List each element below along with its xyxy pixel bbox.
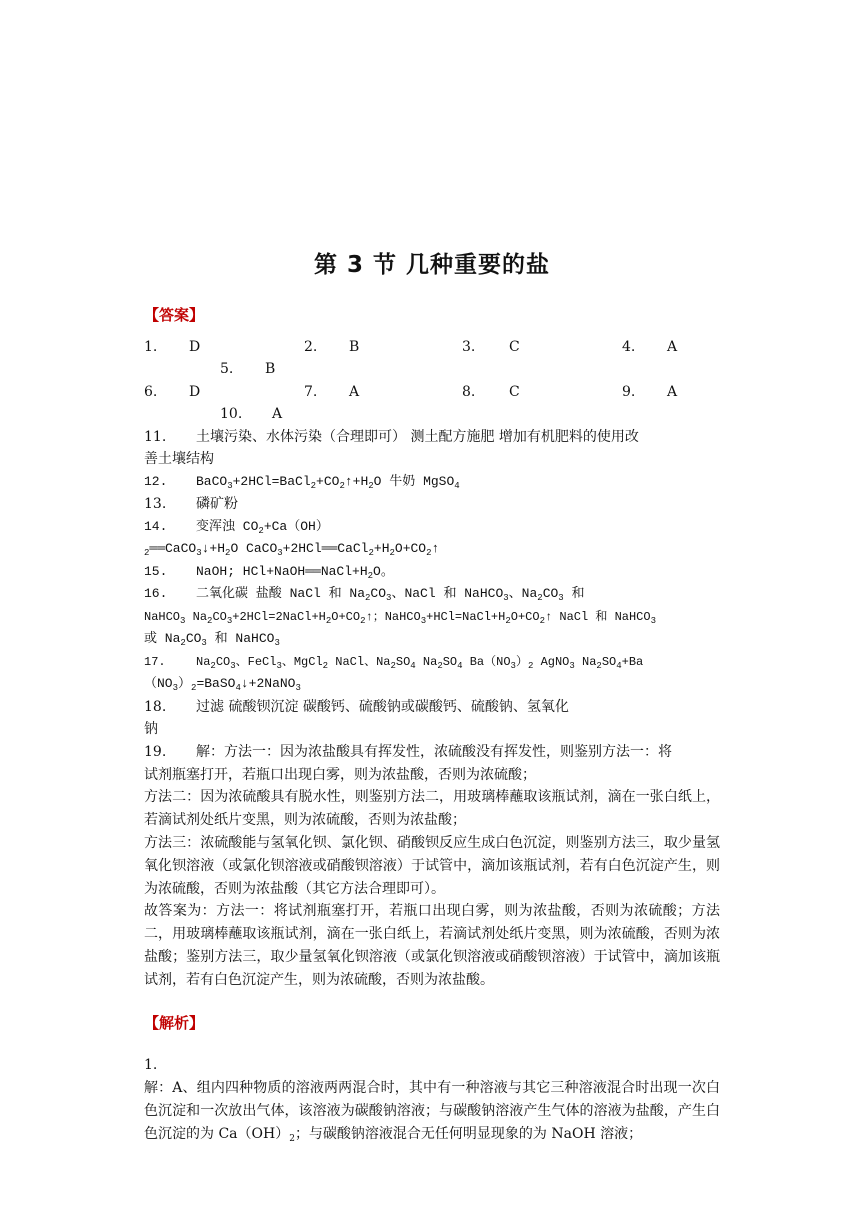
q-number: 17. — [144, 655, 166, 669]
q-number: 6. — [144, 384, 158, 400]
q-number: 9. — [622, 384, 636, 400]
answer-text-cont: 钠 — [144, 721, 158, 737]
answers-heading: 【答案】 — [144, 306, 205, 324]
answer-text: 土壤污染、水体污染（合理即可） 测土配方施肥 增加有机肥料的使用改 — [196, 429, 639, 445]
answer-value: B — [349, 339, 360, 355]
answer-value: D — [189, 384, 201, 400]
q-number: 14. — [144, 519, 168, 534]
answer-15: 15. NaOH; $HCl+NaOH══NaCl+H_2O$。 — [144, 564, 394, 581]
method-2-paragraph: 方法二：因为浓硫酸具有脱水性，则鉴别方法二，用玻璃棒蘸取该瓶试剂，滴在一张白纸上，若滴试剂处纸片变黑，则为浓硫酸，否则为浓盐酸； — [144, 789, 720, 828]
q-number: 2. — [304, 339, 318, 355]
q-number: 5. — [220, 361, 234, 377]
page-title: 第 3 节 几种重要的盐 — [313, 252, 551, 278]
final-answer-paragraph: 故答案为：方法一：将试剂瓶塞打开，若瓶口出现白雾，则为浓盐酸，否则为浓硫酸；方法二，用玻璃棒蘸取该瓶试剂，滴在一张白纸上，若滴试剂处纸片变黑，则为浓硫酸，否则为浓盐酸；鉴别方法三，取少量氢氧化钡溶液（或氯化钡溶液或硝酸钡溶液）于试管中，滴加该瓶试剂，若有白色沉淀产生，则为浓硫酸，否则为浓盐酸。 — [144, 903, 720, 988]
q-number: 16. — [144, 586, 168, 601]
analysis-heading: 【解析】 — [144, 1014, 205, 1032]
q-number: 4. — [622, 339, 636, 355]
answer-value: C — [509, 339, 520, 355]
q-number: 19. — [144, 744, 167, 760]
answer-text-cont: 试剂瓶塞打开，若瓶口出现白雾，则为浓盐酸，否则为浓硫酸； — [144, 767, 536, 783]
answer-value: A — [667, 384, 678, 400]
answer-value: A — [272, 406, 283, 422]
q-number: 10. — [220, 406, 243, 422]
answer-value: B — [265, 361, 276, 377]
q-number: 11. — [144, 429, 167, 445]
answer-value: C — [509, 384, 520, 400]
answer-text: 解：方法一：因为浓盐酸具有挥发性，浓硫酸没有挥发性，则鉴别方法一：将 — [196, 744, 672, 760]
q-number: 8. — [462, 384, 476, 400]
answer-13 — [144, 493, 238, 515]
method-3-paragraph: 方法三：浓硫酸能与氢氧化钡、氯化钡、硝酸钡反应生成白色沉淀，则鉴别方法三，取少量氢氧化钡溶液（或氯化钡溶液或硝酸钡溶液）于试管中，滴加该瓶试剂，若有白色沉淀产生，则为浓硫酸，否则为浓盐酸（其它方法合理即可）。 — [144, 835, 720, 897]
answer-text: $BaCO_3+2HCl=BaCl_2+CO_2↑+H_2O$ 牛奶 MgSO$_4$ — [196, 474, 460, 491]
answer-value: D — [189, 339, 201, 355]
q-number: 18. — [144, 699, 167, 715]
q-number: 15. — [144, 564, 168, 579]
q-number: 3. — [462, 339, 476, 355]
answer-12 — [144, 471, 460, 493]
q-number: 7. — [304, 384, 318, 400]
q-number: 13. — [144, 496, 167, 512]
q-number: 1. — [144, 339, 158, 355]
q-number: 1. — [144, 1057, 158, 1073]
analysis-paragraph: 解：A、组内四种物质的溶液两两混合时，其中有一种溶液与其它三种溶液混合时出现一次白色沉淀和一次放出气体，该溶液为碳酸钠溶液；与碳酸钠溶液产生气体的溶液为盐酸，产生白色沉淀的为 $Ca(OH)_2$；与碳酸钠溶液混合无任何明显现象的为 NaOH 溶液； — [144, 1080, 720, 1144]
answer-text: 磷矿粉 — [196, 496, 238, 512]
q-number: 12. — [144, 474, 168, 489]
answer-value: A — [349, 384, 360, 400]
answer-text-cont: 善土壤结构 — [144, 451, 214, 467]
answer-text: 过滤 硫酸钡沉淀 碳酸钙、硫酸钠或碳酸钙、硫酸钠、氢氧化 — [196, 699, 569, 715]
answer-value: A — [667, 339, 678, 355]
